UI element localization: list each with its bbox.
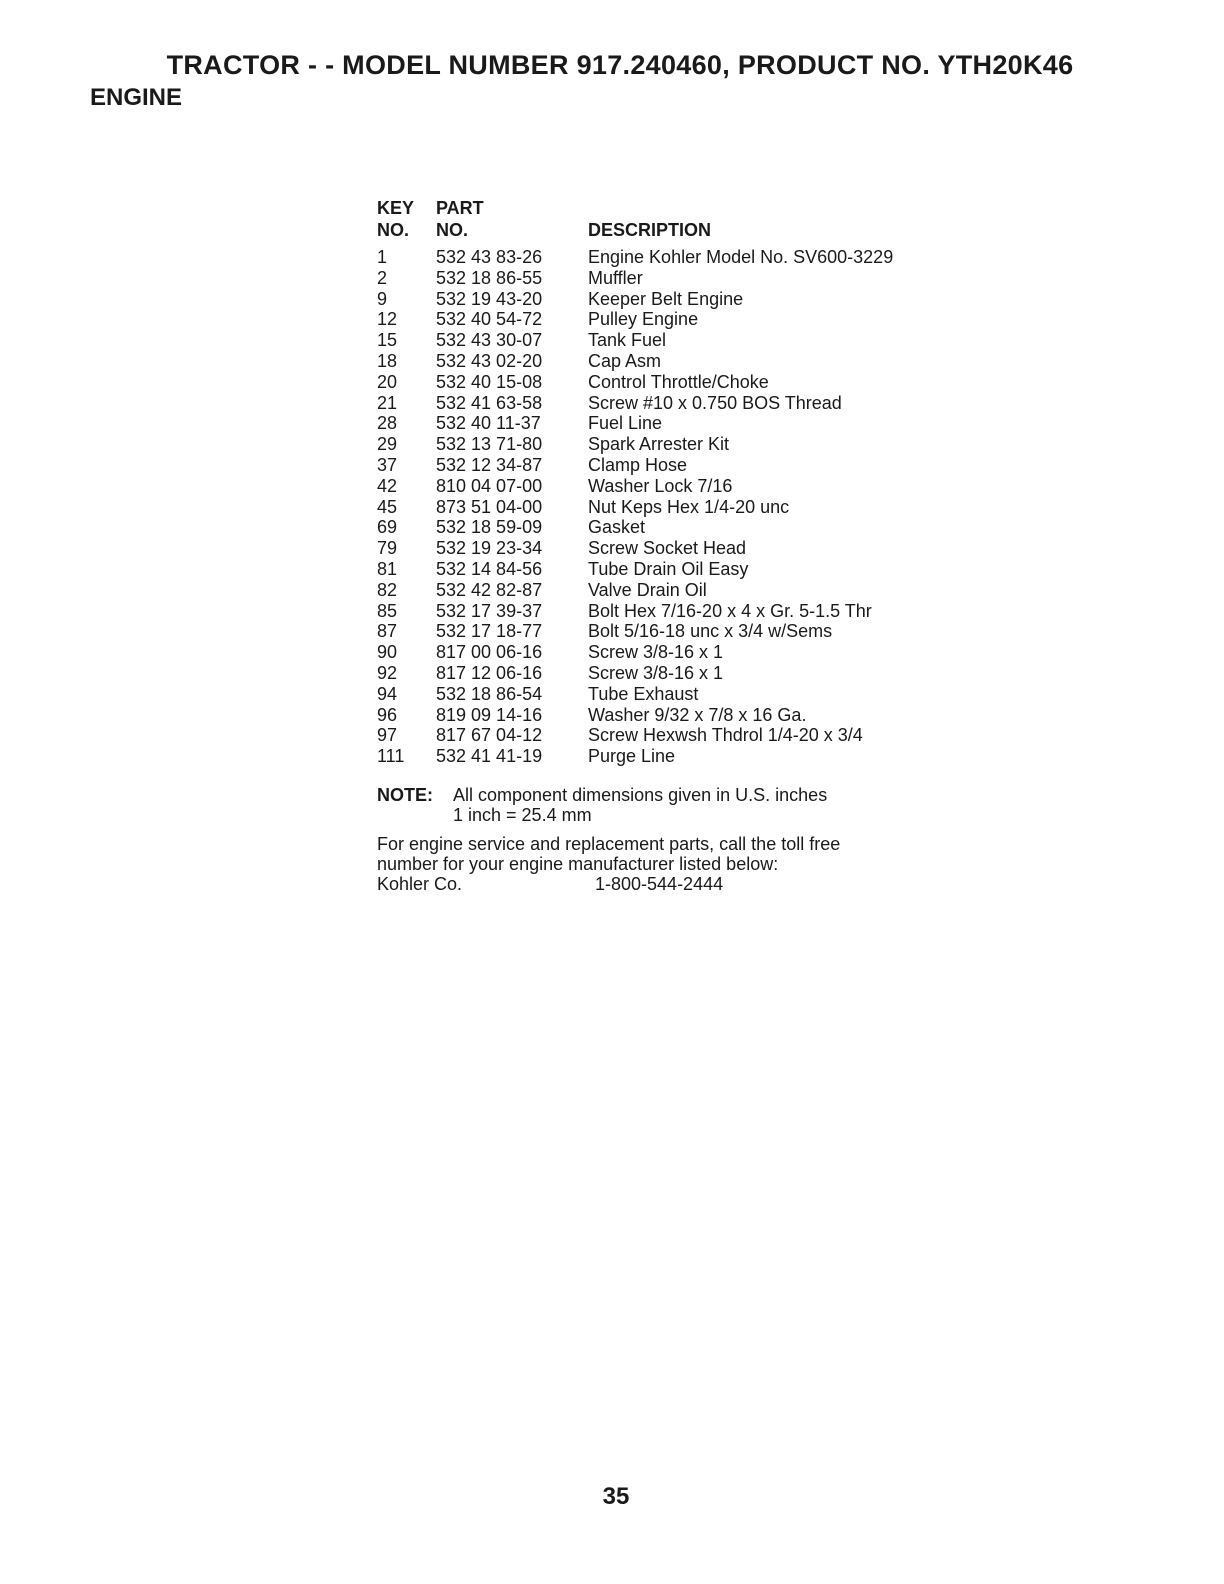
key-no-cell: 85 [377,600,398,621]
page-number: 35 [602,1483,630,1510]
table-row [377,476,893,497]
key-no-cell: 28 [377,413,398,434]
service-text: For engine service and replacement parts, call the toll free number for your engine manufacturer listed below: [377,834,841,874]
description-cell: Purge Line [588,746,676,767]
part-no-header [436,197,588,241]
key-no-cell: 12 [377,309,398,330]
parts-table-body [377,247,893,767]
note-label: NOTE: [377,785,433,805]
table-row [377,289,893,310]
key-no-cell: 82 [377,579,398,600]
description-cell: Cap Asm [588,350,662,371]
description-cell: Bolt Hex 7/16-20 x 4 x Gr. 5-1.5 Thr [588,600,872,621]
key-no-cell: 81 [377,558,398,579]
part-no-cell: 810 04 07-00 [436,475,543,496]
description-cell: Control Throttle/Choke [588,371,769,392]
key-header-line2: NO. [377,220,410,240]
key-no-cell: 92 [377,662,398,683]
key-no-cell: 20 [377,371,398,392]
description-cell: Screw #10 x 0.750 BOS Thread [588,392,842,413]
table-row [377,247,893,268]
table-row [377,746,893,767]
part-no-cell: 532 14 84-56 [436,558,543,579]
key-no-cell: 18 [377,350,398,371]
part-no-cell: 532 13 71-80 [436,434,543,455]
description-cell: Washer Lock 7/16 [588,475,733,496]
table-row [377,580,893,601]
part-no-cell: 873 51 04-00 [436,496,543,517]
part-no-cell: 532 43 83-26 [436,247,543,267]
part-no-cell: 532 42 82-87 [436,579,543,600]
description-cell: Washer 9/32 x 7/8 x 16 Ga. [588,704,807,725]
part-no-cell: 532 43 02-20 [436,350,543,371]
key-no-cell: 2 [377,267,388,288]
part-no-cell: 532 41 41-19 [436,746,543,767]
table-row [377,497,893,518]
description-cell: Muffler [588,267,643,288]
description-cell: Valve Drain Oil [588,579,707,600]
table-row [377,309,893,330]
description-cell: Tube Drain Oil Easy [588,558,749,579]
description-cell: Keeper Belt Engine [588,288,744,309]
key-no-cell: 15 [377,330,398,351]
table-row [377,684,893,705]
table-row [377,621,893,642]
table-row [377,559,893,580]
description-cell: Screw 3/8-16 x 1 [588,642,724,663]
manufacturer-contact [377,874,897,894]
service-info [377,834,897,894]
manufacturer-phone: 1-800-544-2444 [595,874,724,894]
description-cell: Gasket [588,517,646,538]
table-row [377,642,893,663]
part-no-cell: 532 18 59-09 [436,517,543,538]
parts-list [377,197,893,767]
key-header-line1: KEY [377,198,415,218]
part-no-cell: 532 40 15-08 [436,371,543,392]
page-title: TRACTOR - - MODEL NUMBER 917.240460, PRODUCT NO. YTH20K46 [166,50,1074,80]
description-header: DESCRIPTION [588,220,712,240]
key-no-cell: 97 [377,725,398,746]
table-row [377,434,893,455]
key-no-cell: 45 [377,496,398,517]
key-no-cell: 87 [377,621,398,642]
part-no-cell: 817 67 04-12 [436,725,543,746]
key-no-cell: 94 [377,683,398,704]
table-row [377,601,893,622]
description-cell: Pulley Engine [588,309,699,330]
part-no-cell: 532 18 86-55 [436,267,543,288]
key-no-cell: 79 [377,538,398,559]
table-row [377,538,893,559]
part-no-cell: 532 40 11-37 [436,413,541,434]
description-cell: Clamp Hose [588,454,688,475]
description-cell: Spark Arrester Kit [588,434,730,455]
part-no-cell: 532 17 18-77 [436,621,543,642]
part-no-cell: 817 00 06-16 [436,642,543,663]
part-no-cell: 532 17 39-37 [436,600,543,621]
description-cell: Nut Keps Hex 1/4-20 unc [588,496,790,517]
key-no-cell: 9 [377,288,388,309]
table-row [377,725,893,746]
table-row [377,372,893,393]
part-no-cell: 532 40 54-72 [436,309,543,330]
part-no-cell: 532 18 86-54 [436,683,543,704]
description-cell: Screw Hexwsh Thdrol 1/4-20 x 3/4 [588,725,863,746]
table-row [377,268,893,289]
description-cell: Screw 3/8-16 x 1 [588,662,724,683]
note-text: All component dimensions given in U.S. inches [453,785,828,805]
description-cell: Tank Fuel [588,330,667,351]
part-no-cell: 532 19 43-20 [436,288,543,309]
key-no-cell: 69 [377,517,398,538]
key-no-cell: 37 [377,454,398,475]
table-row [377,413,893,434]
key-no-cell: 96 [377,704,398,725]
part-header-line2: NO. [436,220,469,240]
table-row [377,351,893,372]
table-row [377,705,893,726]
key-no-header [377,197,436,241]
key-no-cell: 1 [377,247,388,267]
part-header-line1: PART [436,198,484,218]
table-row [377,517,893,538]
part-no-cell: 532 12 34-87 [436,454,543,475]
manufacturer-name: Kohler Co. [377,874,463,894]
description-cell: Bolt 5/16-18 unc x 3/4 w/Sems [588,621,833,642]
section-title: ENGINE [90,84,183,111]
part-no-cell: 532 41 63-58 [436,392,543,413]
key-no-cell: 111 [377,746,405,767]
note [377,785,827,825]
description-cell: Screw Socket Head [588,538,747,559]
part-no-cell: 819 09 14-16 [436,704,543,725]
key-no-cell: 29 [377,434,398,455]
key-no-cell: 42 [377,475,398,496]
description-cell: Tube Exhaust [588,683,699,704]
table-row [377,393,893,414]
description-cell: Engine Kohler Model No. SV600-3229 [588,247,894,267]
part-no-cell: 817 12 06-16 [436,662,543,683]
parts-table-header [377,197,893,241]
part-no-cell: 532 19 23-34 [436,538,543,559]
table-row [377,330,893,351]
key-no-cell: 90 [377,642,398,663]
key-no-cell: 21 [377,392,398,413]
table-row [377,663,893,684]
note-conversion: 1 inch = 25.4 mm [453,805,592,825]
table-row [377,455,893,476]
part-no-cell: 532 43 30-07 [436,330,543,351]
description-cell: Fuel Line [588,413,663,434]
